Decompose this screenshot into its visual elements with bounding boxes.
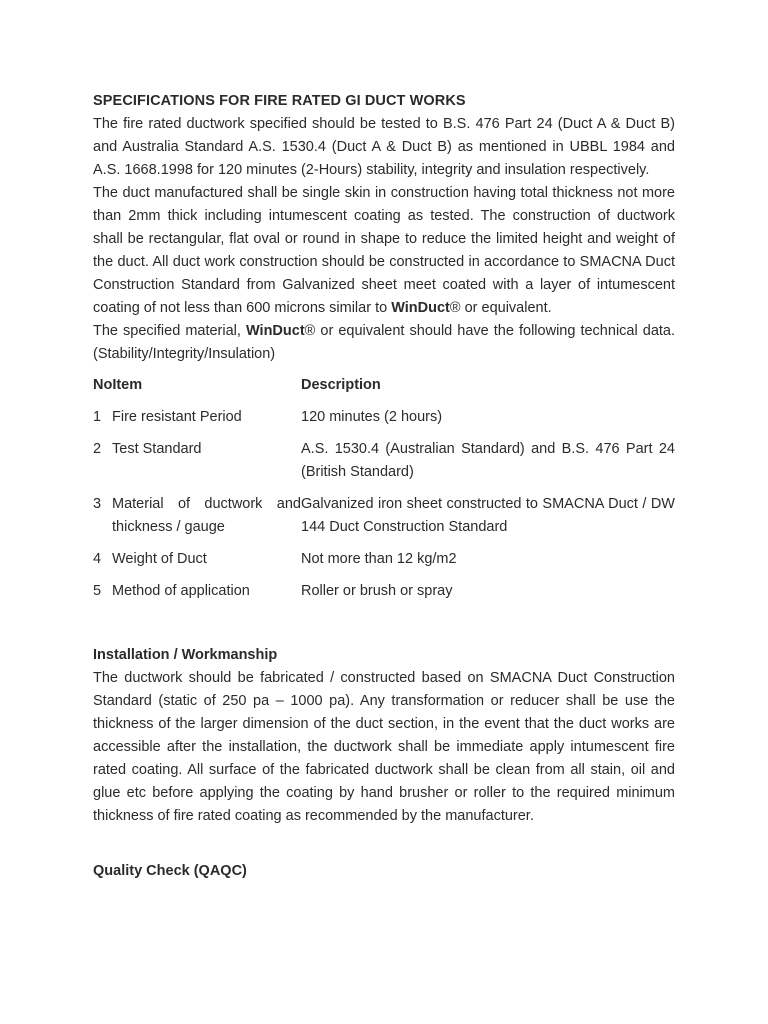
row-number: 5 [93,583,102,599]
paragraph-test-standards: The fire rated ductwork specified should be tested to B.S. 476 Part 24 (Duct A & Duct B) and Australia Standard A.S. 1530.4 (Duct A & Duct B) as mentioned in UBBL 1984 and A.S. 1668.1998 for 120 minutes (2-Hours) stability, integrity and insulation respectively. [93,116,675,178]
table-header-description: Description [301,377,381,393]
paragraph-duct-construction [93,182,675,320]
row-description: Galvanized iron sheet constructed to SMACNA Duct / DW 144 Duct Construction Standard [301,496,675,535]
paragraph-installation: The ductwork should be fabricated / constructed based on SMACNA Duct Construction Standard (static of 250 pa – 1000 pa). Any transformation or reducer shall be use the thickness of the larger dimension of the duct section, in the event that the duct works are accessible after the installation, the ductwork shall be immediate apply intumescent fire rated coating. All surface of the fabricated ductwork shall be clean from all stain, oil and glue etc before applying the coating by hand brusher or roller to the required minimum thickness of fire rated coating as recommended by the manufacturer. [93,670,675,824]
row-number: 2 [93,441,102,457]
paragraph-technical-data-prefix: The specified material, [93,323,246,339]
row-number: 4 [93,551,102,567]
paragraph-technical-data-intro [93,320,675,366]
row-item: Test Standard [112,441,202,457]
document-page [93,90,675,883]
quality-check-heading: Quality Check (QAQC) [93,863,247,879]
installation-heading: Installation / Workmanship [93,647,278,663]
row-description: 120 minutes (2 hours) [301,409,443,425]
table-row [93,548,675,571]
technical-data-table [93,374,675,603]
paragraph-duct-construction-suffix: ® or equivalent. [449,300,552,316]
document-title: SPECIFICATIONS FOR FIRE RATED GI DUCT WORKS [93,93,466,109]
table-row [93,406,675,429]
winduct-brand-text: WinDuct [391,300,450,316]
paragraph-technical-data-suffix: ® or equivalent should have the following technical data. (Stability/Integrity/Insulation) [93,323,675,362]
table-header [93,374,675,397]
row-item: Material of ductwork and thickness / gauge [112,496,301,535]
row-item: Weight of Duct [112,551,207,567]
row-description: Roller or brush or spray [301,583,453,599]
table-header-item: NoItem [93,377,143,393]
row-item: Method of application [112,583,250,599]
row-description: A.S. 1530.4 (Australian Standard) and B.S. 476 Part 24 (British Standard) [301,441,675,480]
row-item: Fire resistant Period [112,409,242,425]
winduct-brand-text: WinDuct [245,323,305,339]
table-row [93,438,675,484]
row-description: Not more than 12 kg/m2 [301,551,457,567]
paragraph-duct-construction-text: The duct manufactured shall be single skin in construction having total thickness not more than 2mm thick including intumescent coating as tested. The construction of ductwork shall be rectangular, flat oval or round in shape to reduce the limited height and weight of the duct. All duct work construction should be constructed in accordance to SMACNA Duct Construction Standard from Galvanized sheet meet coated with a layer of intumescent coating of not less than 600 microns similar to [93,185,675,316]
table-row [93,580,675,603]
table-row [93,493,675,539]
row-number: 3 [93,496,102,512]
row-number: 1 [93,409,102,425]
